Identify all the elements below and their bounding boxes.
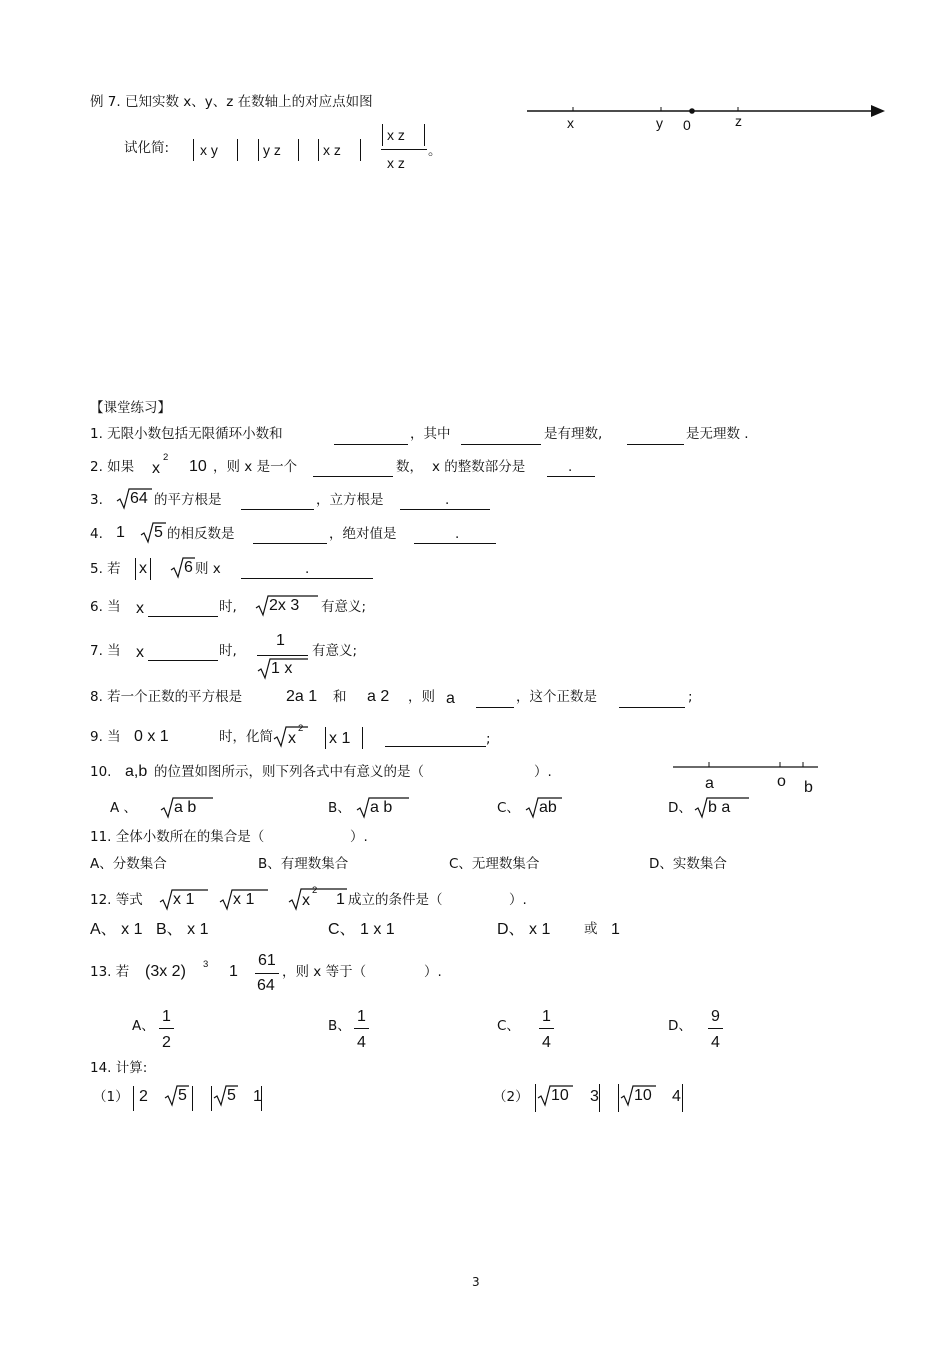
math-value: 1	[253, 1088, 262, 1105]
answer-blank	[400, 509, 490, 510]
fraction-numerator: 61	[258, 952, 276, 969]
abs-bar	[599, 1084, 600, 1112]
answer-blank	[547, 476, 595, 477]
abs-bar	[682, 1084, 683, 1112]
q8-text: ，则	[408, 689, 435, 705]
math-expr: (3x 2)	[145, 963, 186, 980]
abs-bar	[298, 139, 299, 161]
fraction-bar	[539, 1028, 554, 1029]
radicand: 10	[634, 1087, 652, 1104]
example-7-prompt: 试化简:	[124, 140, 170, 156]
radicand: 5	[154, 524, 163, 541]
q11-text: ）.	[350, 829, 368, 845]
exponent: 2	[163, 452, 169, 463]
q12-text: ）.	[509, 892, 527, 908]
answer-blank	[334, 444, 408, 445]
abs-bar	[360, 139, 361, 161]
option-a: A、分数集合	[90, 856, 167, 872]
option-d-label: D、	[668, 1018, 692, 1034]
radicand: x 1	[173, 891, 195, 908]
math-value: 2	[139, 1088, 148, 1105]
part-2-label: （2）	[493, 1089, 529, 1105]
q2-text: 2. 如果	[90, 459, 135, 475]
q9-text: 9. 当	[90, 729, 121, 745]
q14-text: 14. 计算:	[90, 1060, 148, 1076]
abs-bar	[133, 1086, 134, 1111]
math-expr: 0 x 1	[134, 728, 169, 745]
option-b-label: B、	[328, 1018, 351, 1034]
q13-text: ，则 x 等于（	[282, 964, 367, 980]
math-value: 4	[672, 1088, 681, 1105]
q2-text: 数，	[396, 459, 423, 475]
answer-blank	[241, 578, 373, 579]
math-var-x: x	[136, 600, 144, 617]
option-d-label: D、	[668, 800, 692, 816]
expr-abs-y-z: y z	[263, 142, 281, 158]
abs-bar	[192, 1086, 193, 1111]
option-d-value: 1	[611, 921, 620, 938]
answer-blank	[461, 444, 541, 445]
answer-blank	[148, 660, 218, 661]
math-value: 3	[590, 1088, 599, 1105]
q3-number: 3.	[90, 492, 103, 508]
math-vars: a,b	[125, 763, 148, 780]
radicand: 5	[178, 1087, 187, 1104]
q7-text: 时,	[219, 643, 237, 659]
blank-dot: .	[305, 561, 310, 577]
fraction-bar	[354, 1028, 369, 1029]
q2-text: x 的整数部分是	[432, 459, 526, 475]
fraction-denominator: 4	[357, 1034, 366, 1051]
radicand: a b	[370, 799, 393, 816]
answer-blank	[476, 707, 514, 708]
example-7-statement: 例 7. 已知实数 x、y、z 在数轴上的对应点如图	[90, 94, 373, 110]
q7-number: 7. 当	[90, 643, 121, 659]
math-expr: a 2	[367, 688, 390, 705]
radicand: 2x 3	[269, 597, 300, 614]
abs-bar	[193, 139, 194, 161]
math-var-a: a	[446, 690, 455, 707]
option-b: B、有理数集合	[258, 856, 349, 872]
q1-text: 是无理数 .	[686, 426, 749, 442]
blank-dot: .	[568, 459, 573, 475]
number-line-xyz	[525, 100, 890, 140]
abs-bar	[211, 1086, 212, 1111]
radicand: 10	[551, 1087, 569, 1104]
abs-bar	[135, 558, 136, 580]
abs-bar	[261, 1086, 262, 1111]
number-line-ab	[672, 757, 822, 777]
q1-text: 1. 无限小数包括无限循环小数和	[90, 426, 283, 442]
q3-text: 的平方根是	[154, 492, 222, 508]
exponent: 2	[298, 723, 304, 734]
blank-dot: .	[455, 526, 460, 542]
q11-text: 11. 全体小数所在的集合是（	[90, 829, 265, 845]
q1-text: ，其中	[410, 426, 451, 442]
option-a-label: A、	[132, 1018, 155, 1034]
q10-number: 10.	[90, 764, 112, 780]
abs-bar	[424, 124, 425, 146]
arrow-head-icon	[871, 105, 885, 117]
abs-bar	[382, 124, 383, 146]
fraction-denominator: 4	[542, 1034, 551, 1051]
q2-text: ，则 x 是一个	[213, 459, 298, 475]
option-d: D、 x 1	[497, 921, 551, 938]
fraction-bar	[257, 655, 308, 656]
q4-text: ，绝对值是	[329, 526, 397, 542]
math-expr: x 1	[329, 730, 351, 747]
expr-abs-x-z: x z	[323, 142, 341, 158]
math-value: 1	[229, 963, 238, 980]
math-var-x: x	[139, 560, 147, 577]
math-expr: 2a 1	[286, 688, 318, 705]
abs-bar	[535, 1084, 536, 1112]
fraction-numerator: x z	[387, 127, 405, 143]
radicand: b a	[708, 799, 731, 816]
answer-blank	[385, 746, 486, 747]
q9-text: ;	[486, 731, 491, 747]
option-b-label: B、	[328, 800, 351, 816]
option-c-label: C、	[497, 1018, 520, 1034]
number-line-label-z: z	[735, 113, 742, 129]
q7-text: 有意义;	[312, 643, 358, 659]
math-var-x: x	[152, 460, 160, 477]
q3-text: ，立方根是	[316, 492, 384, 508]
q6-text: 时,	[219, 599, 237, 615]
part-1-label: （1）	[93, 1089, 129, 1105]
radicand: x 1	[233, 891, 255, 908]
abs-bar	[325, 727, 326, 749]
q8-text: ;	[688, 689, 693, 705]
fraction-numerator: 1	[162, 1008, 171, 1025]
answer-blank	[148, 616, 218, 617]
q13-text: ）.	[424, 964, 442, 980]
answer-blank	[253, 543, 327, 544]
q8-text: 8. 若一个正数的平方根是	[90, 689, 243, 705]
blank-dot: .	[445, 492, 450, 508]
radicand: ab	[539, 799, 557, 816]
q8-text: ，这个正数是	[516, 689, 597, 705]
q9-text: 时，化简	[219, 729, 273, 745]
origin-dot	[689, 108, 695, 114]
number-line-label-zero: 0	[683, 117, 691, 133]
q4-text: 的相反数是	[167, 526, 235, 542]
radicand: 1	[336, 891, 345, 908]
option-a: A、 x 1	[90, 921, 143, 938]
option-d: D、实数集合	[649, 856, 727, 872]
q6-number: 6. 当	[90, 599, 121, 615]
radicand: 1 x	[271, 660, 293, 677]
section-title: 【课堂练习】	[90, 400, 171, 416]
radicand: 64	[130, 490, 148, 507]
expr-abs-x-y: x y	[200, 142, 218, 158]
math-var-x: x	[136, 644, 144, 661]
fraction-denominator: 4	[711, 1034, 720, 1051]
q5-text: 则 x	[195, 561, 221, 577]
fraction-numerator: 1	[276, 632, 285, 649]
q10-text: 的位置如图所示，则下列各式中有意义的是（	[154, 764, 424, 780]
radicand: x	[288, 730, 296, 747]
page-number: 3	[472, 1275, 480, 1289]
period: 。	[428, 143, 442, 159]
abs-bar	[618, 1084, 619, 1112]
option-c-label: C、	[497, 800, 520, 816]
q12-text: 12. 等式	[90, 892, 143, 908]
radicand: a b	[174, 799, 197, 816]
answer-blank	[241, 509, 314, 510]
math-value: 10	[189, 458, 207, 475]
answer-blank	[627, 444, 684, 445]
fraction-bar	[255, 973, 279, 974]
fraction-denominator: 64	[257, 977, 275, 994]
q6-text: 有意义;	[321, 599, 367, 615]
fraction-bar	[159, 1028, 174, 1029]
answer-blank	[313, 476, 393, 477]
number-line-label-b: b	[804, 779, 813, 796]
radicand: 6	[184, 559, 193, 576]
fraction-numerator: 1	[542, 1008, 551, 1025]
q13-text: 13. 若	[90, 964, 130, 980]
radicand: 5	[227, 1087, 236, 1104]
option-d-or: 或	[584, 921, 598, 937]
q12-text: 成立的条件是（	[348, 892, 443, 908]
fraction-numerator: 1	[357, 1008, 366, 1025]
abs-bar	[362, 727, 363, 749]
option-a-label: A 、	[110, 800, 138, 816]
number-line-label-a: a	[705, 775, 714, 792]
number-line-label-y: y	[656, 115, 663, 131]
q4-number: 4.	[90, 526, 103, 542]
abs-bar	[237, 139, 238, 161]
q1-text: 是有理数,	[544, 426, 603, 442]
fraction-denominator: 2	[162, 1034, 171, 1051]
answer-blank	[414, 543, 496, 544]
fraction-numerator: 9	[711, 1008, 720, 1025]
exponent: 3	[203, 959, 209, 970]
option-c: C、无理数集合	[449, 856, 540, 872]
option-c: C、 1 x 1	[328, 921, 395, 938]
q5-number: 5. 若	[90, 561, 121, 577]
fraction-bar	[381, 149, 427, 150]
radicand: x	[302, 892, 310, 909]
abs-bar	[258, 139, 259, 161]
q10-text: ）.	[534, 764, 552, 780]
option-b: B、 x 1	[156, 921, 209, 938]
fraction-bar	[708, 1028, 723, 1029]
abs-bar	[150, 558, 151, 580]
answer-blank	[619, 707, 685, 708]
fraction-denominator: x z	[387, 155, 405, 171]
exponent: 2	[312, 885, 318, 896]
q8-text: 和	[333, 689, 347, 705]
number-line-label-o: o	[777, 773, 786, 790]
abs-bar	[318, 139, 319, 161]
number-line-label-x: x	[567, 115, 574, 131]
math-value: 1	[116, 524, 125, 541]
